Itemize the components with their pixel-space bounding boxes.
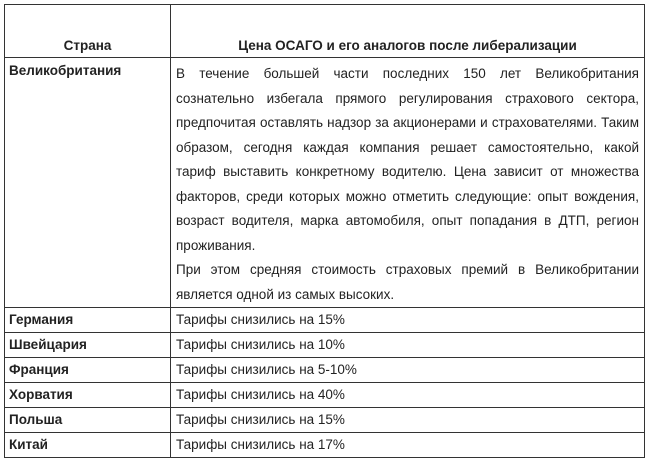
country-cell: Хорватия bbox=[5, 383, 171, 408]
price-cell bbox=[171, 58, 645, 308]
table-row bbox=[5, 433, 645, 458]
price-cell: Тарифы снизились на 5-10% bbox=[171, 358, 645, 383]
uk-paragraph-1: В течение большей части последних 150 лет Великобритания сознательно избегала прямого регулирования страхового сектора, предпочитая оставлять надзор за акционерами и страхователями. Таким образом, сегодня каждая компания решает самостоятельно, какой тариф выставить конкретному водителю. Цена зависит от множества факторов, среди которых можно отметить следующие: опыт вождения, возраст водителя, марка автомобиля, опыт попадания в ДТП, регион проживания. bbox=[176, 66, 639, 253]
table-row bbox=[5, 308, 645, 333]
table-header-row bbox=[5, 5, 645, 58]
country-cell: Франция bbox=[5, 358, 171, 383]
country-cell: Швейцария bbox=[5, 333, 171, 358]
country-cell: Великобритания bbox=[5, 58, 171, 308]
table-row bbox=[5, 383, 645, 408]
header-country: Страна bbox=[5, 5, 171, 58]
insurance-price-table bbox=[4, 4, 645, 458]
price-cell: Тарифы снизились на 17% bbox=[171, 433, 645, 458]
price-cell: Тарифы снизились на 40% bbox=[171, 383, 645, 408]
table-row bbox=[5, 58, 645, 308]
table-row bbox=[5, 333, 645, 358]
table-row bbox=[5, 358, 645, 383]
country-cell: Германия bbox=[5, 308, 171, 333]
price-cell: Тарифы снизились на 10% bbox=[171, 333, 645, 358]
country-cell: Польша bbox=[5, 408, 171, 433]
table-row bbox=[5, 408, 645, 433]
header-price: Цена ОСАГО и его аналогов после либерализации bbox=[171, 5, 645, 58]
country-cell: Китай bbox=[5, 433, 171, 458]
uk-paragraph-2: При этом средняя стоимость страховых премий в Великобритании является одной из самых высоких. bbox=[176, 262, 639, 302]
price-cell: Тарифы снизились на 15% bbox=[171, 408, 645, 433]
price-cell: Тарифы снизились на 15% bbox=[171, 308, 645, 333]
